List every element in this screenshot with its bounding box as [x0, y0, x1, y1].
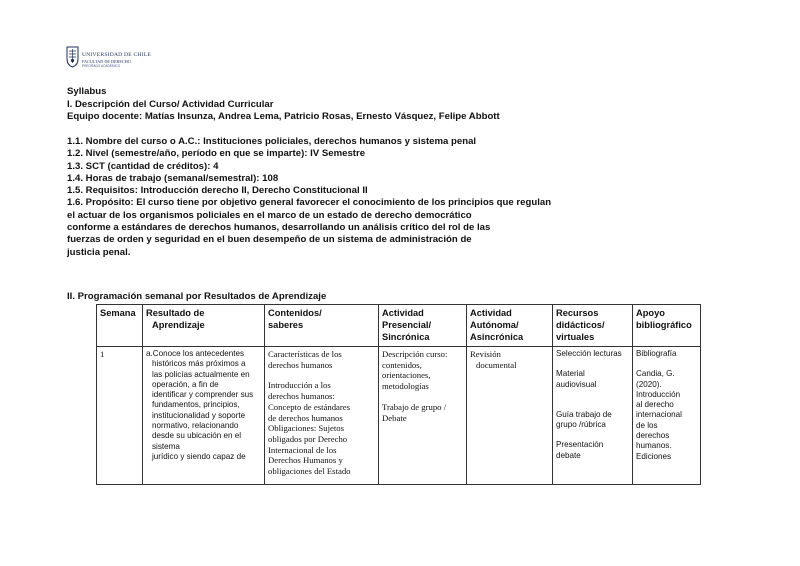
cell-bibliography: Bibliografía Candia, G. (2020). Introducción al derecho internacional de los derechos humanos. Ediciones [633, 347, 701, 485]
header-resources: Recursos didácticos/ virtuales [553, 305, 633, 347]
purpose-line: el actuar de los organismos policiales en el marco de un estado de derecho democrático [67, 209, 472, 221]
header-synchronous-activity: Actividad Presencial/ Sincrónica [379, 305, 467, 347]
university-crest-icon [66, 46, 79, 68]
purpose-line: 1.6. Propósito: El curso tiene por objetivo general favorecer el conocimiento de los principios que regulan [67, 197, 552, 209]
table-row [97, 347, 701, 485]
purpose-line: conforme a estándares de derechos humanos, desarrollando un análisis crítico del rol de las [67, 222, 491, 234]
weekly-program-table [96, 304, 701, 485]
document-title: Syllabus [67, 86, 107, 97]
course-name: 1.1. Nombre del curso o A.C.: Instituciones policiales, derechos humanos y sistema penal [67, 136, 477, 147]
purpose-line: fuerzas de orden y seguridad en el buen desempeño de un sistema de administración de [67, 234, 472, 246]
header-contents: Contenidos/ saberes [265, 305, 379, 347]
header-asynchronous-activity: Actividad Autónoma/ Asincrónica [467, 305, 553, 347]
course-info [67, 136, 767, 259]
section-2-heading: II. Programación semanal por Resultados de Aprendizaje [67, 291, 327, 302]
faculty-name: FACULTAD DE DERECHO [82, 59, 131, 64]
course-level: 1.2. Nivel (semestre/año, período en que se imparte): IV Semestre [67, 148, 366, 160]
course-requirements: 1.5. Requisitos: Introducción derecho II, Derecho Constitucional II [67, 185, 368, 197]
faculty-subtitle: PREGRADO ACADÉMICO [82, 64, 121, 68]
document-header [67, 86, 767, 124]
cell-synchronous-activity: Descripción curso: contenidos, orientaciones, metodologías Trabajo de grupo / Debate [379, 347, 467, 485]
cell-contents: Características de los derechos humanos Introducción a los derechos humanos: Concepto de estándares de derechos humanos Obligaciones: Sujetos obligados por Derecho Internacional de los Derechos Humanos y obligaciones del Estado [265, 347, 379, 485]
section-1-heading: I. Descripción del Curso/ Actividad Curricular [67, 98, 274, 110]
table-header-row [97, 305, 701, 347]
cell-learning-result: a.Conoce los antecedentes históricos más próximos a las policías actualmente en operación, a fin de identificar y comprender sus fundamentos, principios, institucionalidad y soporte normativo, relacionando desde su ubicación en el sistema jurídico y siendo capaz de [143, 347, 265, 485]
cell-asynchronous-activity: Revisión documental [467, 347, 553, 485]
university-name: UNIVERSIDAD DE CHILE [82, 52, 151, 58]
purpose-line: justicia penal. [67, 246, 131, 258]
header-week: Semana [97, 305, 143, 347]
teaching-team: Equipo docente: Matías Insunza, Andrea Lema, Patricio Rosas, Ernesto Vásquez, Felipe Abbott [67, 111, 500, 122]
course-sct: 1.3. SCT (cantidad de créditos): 4 [67, 160, 219, 172]
header-learning-result: Resultado de Aprendizaje [143, 305, 265, 347]
cell-resources: Selección lecturas Material audiovisual Guía trabajo de grupo /rúbrica Presentación debate [553, 347, 633, 485]
cell-week: 1 [97, 347, 143, 485]
course-purpose [67, 197, 767, 258]
university-logo [66, 46, 156, 72]
course-hours: 1.4. Horas de trabajo (semanal/semestral): 108 [67, 172, 279, 184]
header-bibliography: Apoyo bibliográfico [633, 305, 701, 347]
